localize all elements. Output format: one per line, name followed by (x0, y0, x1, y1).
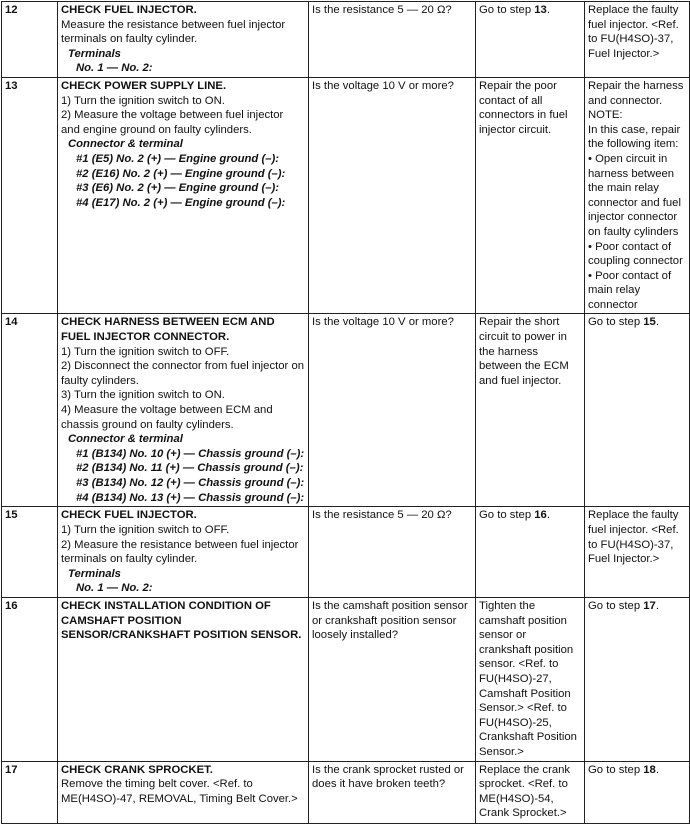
check-instruction: 1) Turn the ignition switch to OFF. (61, 345, 230, 358)
step-number: 17 (2, 761, 58, 823)
check-title: CHECK FUEL INJECTOR. (61, 4, 197, 16)
check-title: CHECK POWER SUPPLY LINE. (61, 79, 227, 92)
check-question: Is the resistance 5 — 20 Ω? (309, 2, 476, 78)
result-text: . (655, 600, 659, 613)
check-instruction: Remove the timing belt cover. <Ref. to ME(H4SO)-47, REMOVAL, Timing Belt Cover.> (61, 778, 298, 805)
step-number: 14 (2, 314, 58, 507)
check-cell (58, 314, 309, 507)
result-text: Go to step (588, 763, 644, 776)
terminal-spec: #1 (B134) No. 10 (+) — Chassis ground (–): (76, 447, 305, 460)
result-text: Go to step (479, 509, 535, 522)
result-line: Replace the faulty fuel injector. <Ref. to FU(H4SO)-37, Fuel Injector.> (588, 509, 679, 566)
check-question: Is the crank sprocket rusted or does it have broken teeth? (309, 761, 476, 823)
step-row (2, 598, 690, 762)
terminal-heading: Terminals (68, 567, 121, 580)
result-line: • Open circuit in harness between the main relay connector and fuel injector connector on faulty cylinders (588, 152, 681, 238)
check-instruction: Measure the resistance between fuel injector terminals on faulty cylinder. (61, 18, 286, 46)
result-line: Repair the short circuit to power in the harness between the ECM and fuel injector. (479, 316, 569, 387)
terminal-spec: #2 (E16) No. 2 (+) — Engine ground (–): (76, 167, 286, 180)
check-cell (58, 598, 309, 762)
terminal-spec: #4 (E17) No. 2 (+) — Engine ground (–): (76, 196, 286, 209)
yes-action (476, 507, 585, 598)
step-reference: 18 (643, 763, 656, 776)
check-instruction: 3) Turn the ignition switch to ON. (61, 389, 225, 402)
yes-action (476, 761, 585, 823)
check-cell (58, 761, 309, 823)
step-number: 13 (2, 77, 58, 314)
result-text: Go to step (588, 316, 644, 329)
yes-action (476, 598, 585, 762)
check-title: CHECK FUEL INJECTOR. (61, 509, 197, 522)
step-number: 16 (2, 598, 58, 762)
diagnostic-table-body (2, 2, 690, 824)
check-title: CHECK HARNESS BETWEEN ECM AND FUEL INJECTOR CONNECTOR. (61, 316, 275, 344)
result-text: . (655, 316, 659, 329)
check-instruction: 2) Disconnect the connector from fuel injector on faulty cylinders. (61, 360, 305, 387)
result-text: . (655, 763, 659, 776)
check-question: Is the camshaft position sensor or crankshaft position sensor loosely installed? (309, 598, 476, 762)
result-line: In this case, repair the following item: (588, 123, 681, 151)
yes-action (476, 314, 585, 507)
terminal-heading: Connector & terminal (68, 138, 183, 151)
result-line: Repair the poor contact of all connectors in fuel injector circuit. (479, 79, 568, 136)
terminal-spec: #4 (B134) No. 13 (+) — Chassis ground (–): (76, 491, 305, 504)
terminal-heading: Connector & terminal (68, 433, 183, 446)
result-line: Replace the crank sprocket. <Ref. to ME(H4SO)-54, Crank Sprocket.> (479, 763, 571, 820)
result-line: Tighten the camshaft position sensor or crankshaft position sensor. <Ref. to FU(H4SO)-27, Camshaft Position Sensor.> <Ref. to FU(H4SO)-25, Crankshaft Position Sensor.> (479, 600, 577, 758)
yes-action (476, 2, 585, 78)
check-cell (58, 77, 309, 314)
check-instruction: 1) Turn the ignition switch to ON. (61, 94, 225, 107)
result-line: • Poor contact of coupling connector (588, 240, 683, 268)
terminal-spec: #2 (B134) No. 11 (+) — Chassis ground (–): (76, 462, 304, 475)
result-text: . (546, 4, 550, 16)
result-line: NOTE: (588, 109, 623, 122)
check-cell (58, 2, 309, 78)
step-number: 12 (2, 2, 58, 78)
check-cell (58, 507, 309, 598)
check-instruction: 4) Measure the voltage between ECM and chassis ground on faulty cylinders. (61, 404, 273, 431)
no-action (585, 761, 690, 823)
terminal-spec: #3 (B134) No. 12 (+) — Chassis ground (–): (76, 477, 305, 489)
terminal-heading: Terminals (68, 47, 121, 60)
result-line: Repair the harness and connector. (588, 79, 684, 107)
no-action (585, 314, 690, 507)
step-row (2, 507, 690, 598)
check-question: Is the voltage 10 V or more? (309, 314, 476, 507)
terminal-spec: No. 1 — No. 2: (76, 582, 153, 595)
check-question: Is the resistance 5 — 20 Ω? (309, 507, 476, 598)
no-action (585, 77, 690, 314)
result-text: Go to step (588, 600, 644, 613)
step-row (2, 2, 690, 78)
check-title: CHECK INSTALLATION CONDITION OF CAMSHAFT POSITION SENSOR/CRANKSHAFT POSITION SENSOR. (61, 600, 302, 642)
step-reference: 13 (534, 4, 547, 16)
no-action (585, 598, 690, 762)
result-line: Replace the faulty fuel injector. <Ref. to FU(H4SO)-37, Fuel Injector.> (588, 4, 679, 60)
result-line: • Poor contact of main relay connector (588, 269, 672, 311)
no-action (585, 2, 690, 78)
result-text: . (546, 509, 550, 522)
step-number: 15 (2, 507, 58, 598)
step-reference: 15 (643, 316, 656, 329)
step-row (2, 314, 690, 507)
step-row (2, 761, 690, 823)
yes-action (476, 77, 585, 314)
terminal-spec: #1 (E5) No. 2 (+) — Engine ground (–): (76, 152, 280, 165)
result-text: Go to step (479, 4, 535, 16)
check-instruction: 2) Measure the voltage between fuel injector and engine ground on faulty cylinders. (61, 109, 284, 136)
check-instruction: 2) Measure the resistance between fuel injector terminals on faulty cylinder. (61, 538, 299, 566)
diagnostic-table (1, 1, 690, 824)
check-title: CHECK CRANK SPROCKET. (61, 763, 213, 776)
terminal-spec: #3 (E6) No. 2 (+) — Engine ground (–): (76, 182, 280, 195)
terminal-spec: No. 1 — No. 2: (76, 62, 153, 75)
step-row (2, 77, 690, 314)
diagnostic-procedure-document (0, 1, 690, 824)
check-instruction: 1) Turn the ignition switch to OFF. (61, 524, 230, 537)
check-question: Is the voltage 10 V or more? (309, 77, 476, 314)
step-reference: 16 (534, 509, 547, 522)
step-reference: 17 (643, 600, 656, 613)
no-action (585, 507, 690, 598)
